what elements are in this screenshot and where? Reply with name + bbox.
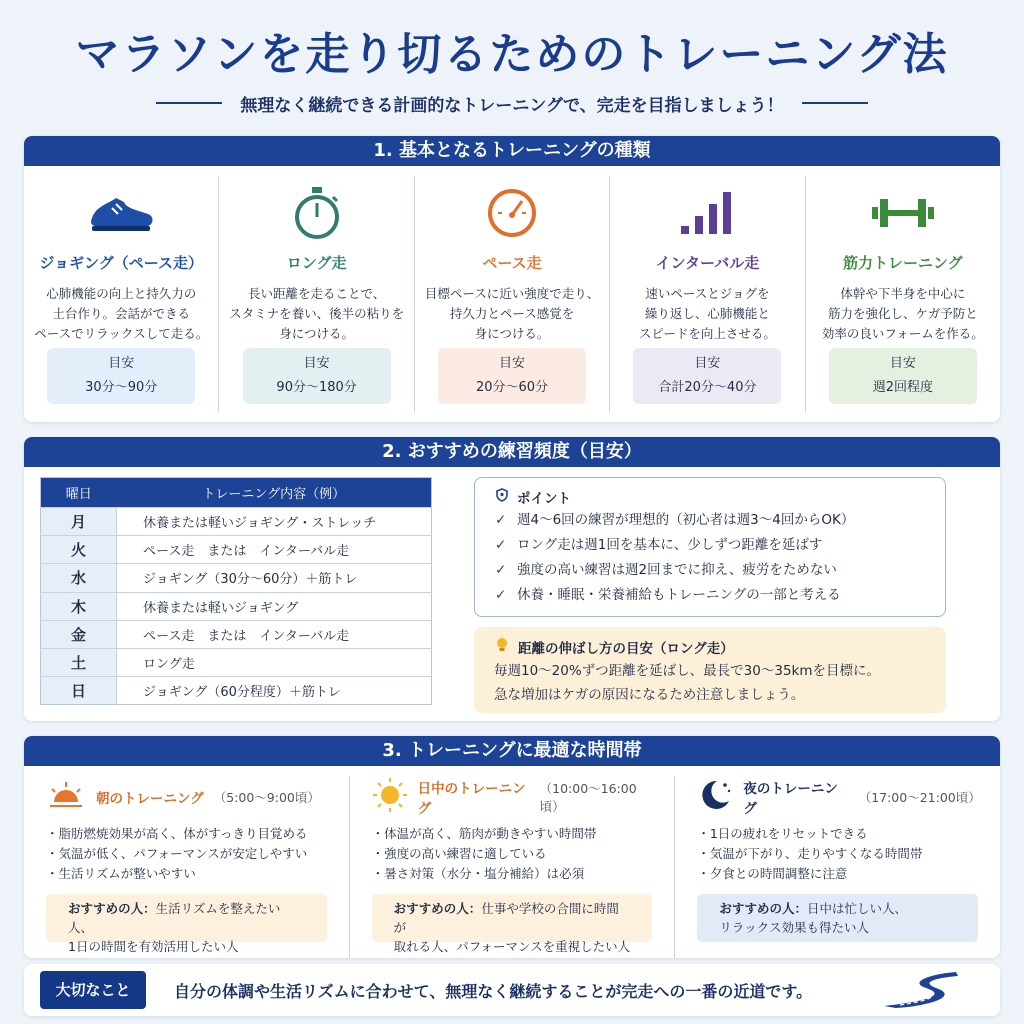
speedometer-icon: [415, 178, 609, 248]
distance-line: 毎週10〜20%ずつ距離を延ばし、最長で30〜35kmを目標に。: [494, 663, 881, 679]
card-description-line: 目標ペースに近い強度で走り、: [424, 286, 600, 301]
key-message-bar: [24, 964, 1000, 1016]
section-training-types: [24, 136, 1000, 422]
col-header-content: トレーニング内容（例）: [117, 478, 432, 508]
guideline-box: [243, 348, 391, 404]
sunrise-icon: [46, 780, 86, 814]
stopwatch-icon: [219, 178, 413, 248]
point-text: ロング走は週1回を基本に、少しずつ距離を延ばす: [517, 537, 823, 553]
guideline-label: 目安: [499, 356, 526, 371]
content-cell: ロング走: [117, 648, 432, 676]
day-cell: 火: [41, 536, 117, 564]
list-item: ・気温が下がり、走りやすくなる時間帯: [697, 846, 923, 861]
time-column: [675, 776, 1000, 958]
card-title: インターバル走: [655, 254, 760, 272]
list-item: [495, 558, 925, 583]
list-item: ・生活リズムが整いやすい: [46, 866, 196, 881]
day-cell: 水: [41, 564, 117, 592]
point-text: 休養・睡眠・栄養補給もトレーニングの一部と考える: [517, 587, 841, 603]
recommended-box: [697, 894, 978, 942]
card-title: ペース走: [482, 254, 542, 272]
card-description-line: 速いペースとジョグを: [645, 286, 770, 301]
list-item: ・体温が高く、筋肉が動きやすい時間帯: [371, 826, 597, 841]
points-box: [474, 477, 946, 617]
check-icon: ✓: [495, 512, 507, 528]
time-column: [24, 776, 350, 958]
content-cell: ペース走 または インターバル走: [117, 536, 432, 564]
training-card: [24, 176, 219, 412]
card-description-line: 繰り返し、心肺機能と: [644, 306, 770, 321]
distance-tip-box: [474, 627, 946, 713]
day-cell: 土: [41, 648, 117, 676]
content-cell: 休養または軽いジョギング・ストレッチ: [117, 508, 432, 536]
time-columns: [24, 766, 1000, 958]
section-frequency: [24, 437, 1000, 721]
weekly-schedule-table: [40, 477, 432, 705]
card-description: [806, 284, 1000, 348]
list-item: ・気温が低く、パフォーマンスが安定しやすい: [46, 846, 308, 861]
section-header: 1. 基本となるトレーニングの種類: [24, 136, 1000, 166]
training-card: [806, 176, 1000, 412]
distance-line: 急な増加はケガの原因になるため注意しましょう。: [494, 687, 805, 703]
section-time-of-day: [24, 736, 1000, 958]
sun-icon: [372, 777, 408, 817]
training-card: [219, 176, 414, 412]
table-row: [41, 677, 432, 705]
list-item: [495, 533, 925, 558]
list-item: ・強度の高い練習に適している: [371, 846, 547, 861]
card-title: ジョギング（ペース走）: [39, 254, 203, 272]
guideline-value: 週2回程度: [872, 380, 933, 395]
day-cell: 月: [41, 508, 117, 536]
table-row: [41, 536, 432, 564]
recommended-text: リラックス効果も得たい人: [719, 920, 869, 935]
table-row: [41, 592, 432, 620]
recommended-text: 生活リズムを整えたい人、: [68, 901, 281, 935]
point-text: 強度の高い練習は週2回までに抑え、疲労をためない: [517, 562, 837, 578]
recommended-text: 日中は忙しい人、: [806, 901, 907, 916]
guideline-value: 20分〜60分: [475, 380, 549, 395]
recommended-text: 1日の時間を有効活用したい人: [68, 939, 239, 954]
card-description-line: 長い距離を走ることで、: [247, 286, 386, 301]
time-column: [350, 776, 676, 958]
recommended-text: 仕事や学校の合間に時間が: [393, 901, 619, 935]
page-subtitle: 無理なく継続できる計画的なトレーニングで、完走を目指しましょう！: [240, 95, 784, 116]
card-description-line: 心肺機能の向上と持久力の: [46, 286, 197, 301]
guideline-value: 30分〜90分: [85, 380, 158, 395]
day-cell: 日: [41, 677, 117, 705]
card-description-line: 土台作り。会話ができる: [52, 306, 190, 321]
table-row: [41, 648, 432, 676]
card-description-line: 効率の良いフォームを作る。: [821, 326, 984, 341]
guideline-label: 目安: [108, 356, 135, 371]
check-icon: ✓: [495, 537, 507, 553]
card-description-line: 筋力を強化し、ケガ予防と: [827, 306, 978, 321]
moon-icon: [697, 777, 733, 817]
card-description: [24, 284, 218, 348]
table-row: [41, 564, 432, 592]
recommended-label: おすすめの人：: [719, 901, 807, 916]
check-icon: ✓: [495, 587, 507, 603]
training-card: [415, 176, 610, 412]
time-name: 夜のトレーニング: [743, 781, 838, 817]
list-item: ・暑さ対策（水分・塩分補給）は必須: [371, 866, 585, 881]
road-icon: [880, 968, 960, 1012]
training-card: [610, 176, 805, 412]
content-cell: ジョギング（60分程度）＋筋トレ: [117, 677, 432, 705]
point-text: 週4〜6回の練習が理想的（初心者は週3〜4回からOK）: [517, 512, 855, 528]
bar-chart-icon: [610, 178, 804, 248]
list-item: [495, 508, 925, 533]
time-range: （5:00〜9:00頃）: [213, 790, 320, 805]
content-cell: ジョギング（30分〜60分）＋筋トレ: [117, 564, 432, 592]
list-item: ・1日の疲れをリセットできる: [697, 826, 868, 841]
guideline-label: 目安: [694, 356, 721, 371]
subtitle-row: [0, 90, 1024, 116]
guideline-box: [829, 348, 977, 404]
section-header: 2. おすすめの練習頻度（目安）: [24, 437, 1000, 467]
list-item: ・夕食との時間調整に注意: [697, 866, 848, 881]
card-title: ロング走: [286, 254, 347, 272]
key-message-text: 自分の体調や生活リズムに合わせて、無理なく継続することが完走への一番の近道です。: [174, 981, 813, 1001]
day-cell: 木: [41, 592, 117, 620]
card-description: [219, 284, 413, 348]
card-description: [610, 284, 804, 348]
list-item: ・脂肪燃焼効果が高く、体がすっきり目覚める: [46, 826, 308, 841]
time-name: 日中のトレーニング: [417, 781, 526, 817]
recommended-label: おすすめの人：: [393, 901, 482, 916]
recommended-box: [46, 894, 327, 954]
time-range: （17:00〜21:00頃）: [858, 790, 981, 805]
distance-heading: 距離の伸ばし方の目安（ロング走）: [518, 641, 734, 657]
recommended-text: 取れる人、パフォーマンスを重視したい人: [393, 939, 631, 954]
divider: [802, 102, 868, 104]
guideline-label: 目安: [303, 356, 330, 371]
card-description-line: スタミナを養い、後半の粘りを: [229, 306, 405, 321]
key-message-tag: 大切なこと: [40, 971, 146, 1009]
running-shoe-icon: [24, 178, 218, 248]
time-range: （10:00〜16:00頃）: [539, 781, 637, 814]
section-header: 3. トレーニングに最適な時間帯: [24, 736, 1000, 766]
card-title: 筋力トレーニング: [842, 254, 963, 272]
card-description-line: 持久力とペース感覚を: [449, 306, 575, 321]
guideline-value: 合計20分〜40分: [658, 380, 757, 395]
training-cards: [24, 166, 1000, 422]
guideline-box: [47, 348, 195, 404]
guideline-box: [633, 348, 781, 404]
guideline-value: 90分〜180分: [276, 380, 357, 395]
card-description-line: 身につける。: [279, 326, 354, 341]
check-icon: ✓: [495, 562, 507, 578]
recommended-box: [372, 894, 653, 954]
table-row: [41, 508, 432, 536]
shield-icon: [495, 488, 509, 506]
day-cell: 金: [41, 620, 117, 648]
card-description: [415, 284, 609, 348]
points-heading: ポイント: [517, 491, 571, 507]
card-description-line: 体幹や下半身を中心に: [840, 286, 966, 301]
time-name: 朝のトレーニング: [96, 791, 204, 807]
page-title: マラソンを走り切るためのトレーニング法: [75, 29, 949, 80]
content-cell: 休養または軽いジョギング: [117, 592, 432, 620]
table-row: [41, 620, 432, 648]
lightbulb-icon: [494, 636, 510, 658]
guideline-label: 目安: [889, 356, 916, 371]
dumbbell-icon: [806, 178, 1000, 248]
divider: [156, 102, 222, 104]
guideline-box: [438, 348, 586, 404]
card-description-line: 身につける。: [474, 326, 550, 341]
list-item: [495, 583, 925, 608]
card-description-line: ペースでリラックスして走る。: [34, 326, 209, 341]
recommended-label: おすすめの人：: [68, 901, 156, 916]
col-header-day: 曜日: [41, 478, 117, 508]
content-cell: ペース走 または インターバル走: [117, 620, 432, 648]
card-description-line: スピードを向上させる。: [638, 326, 776, 341]
